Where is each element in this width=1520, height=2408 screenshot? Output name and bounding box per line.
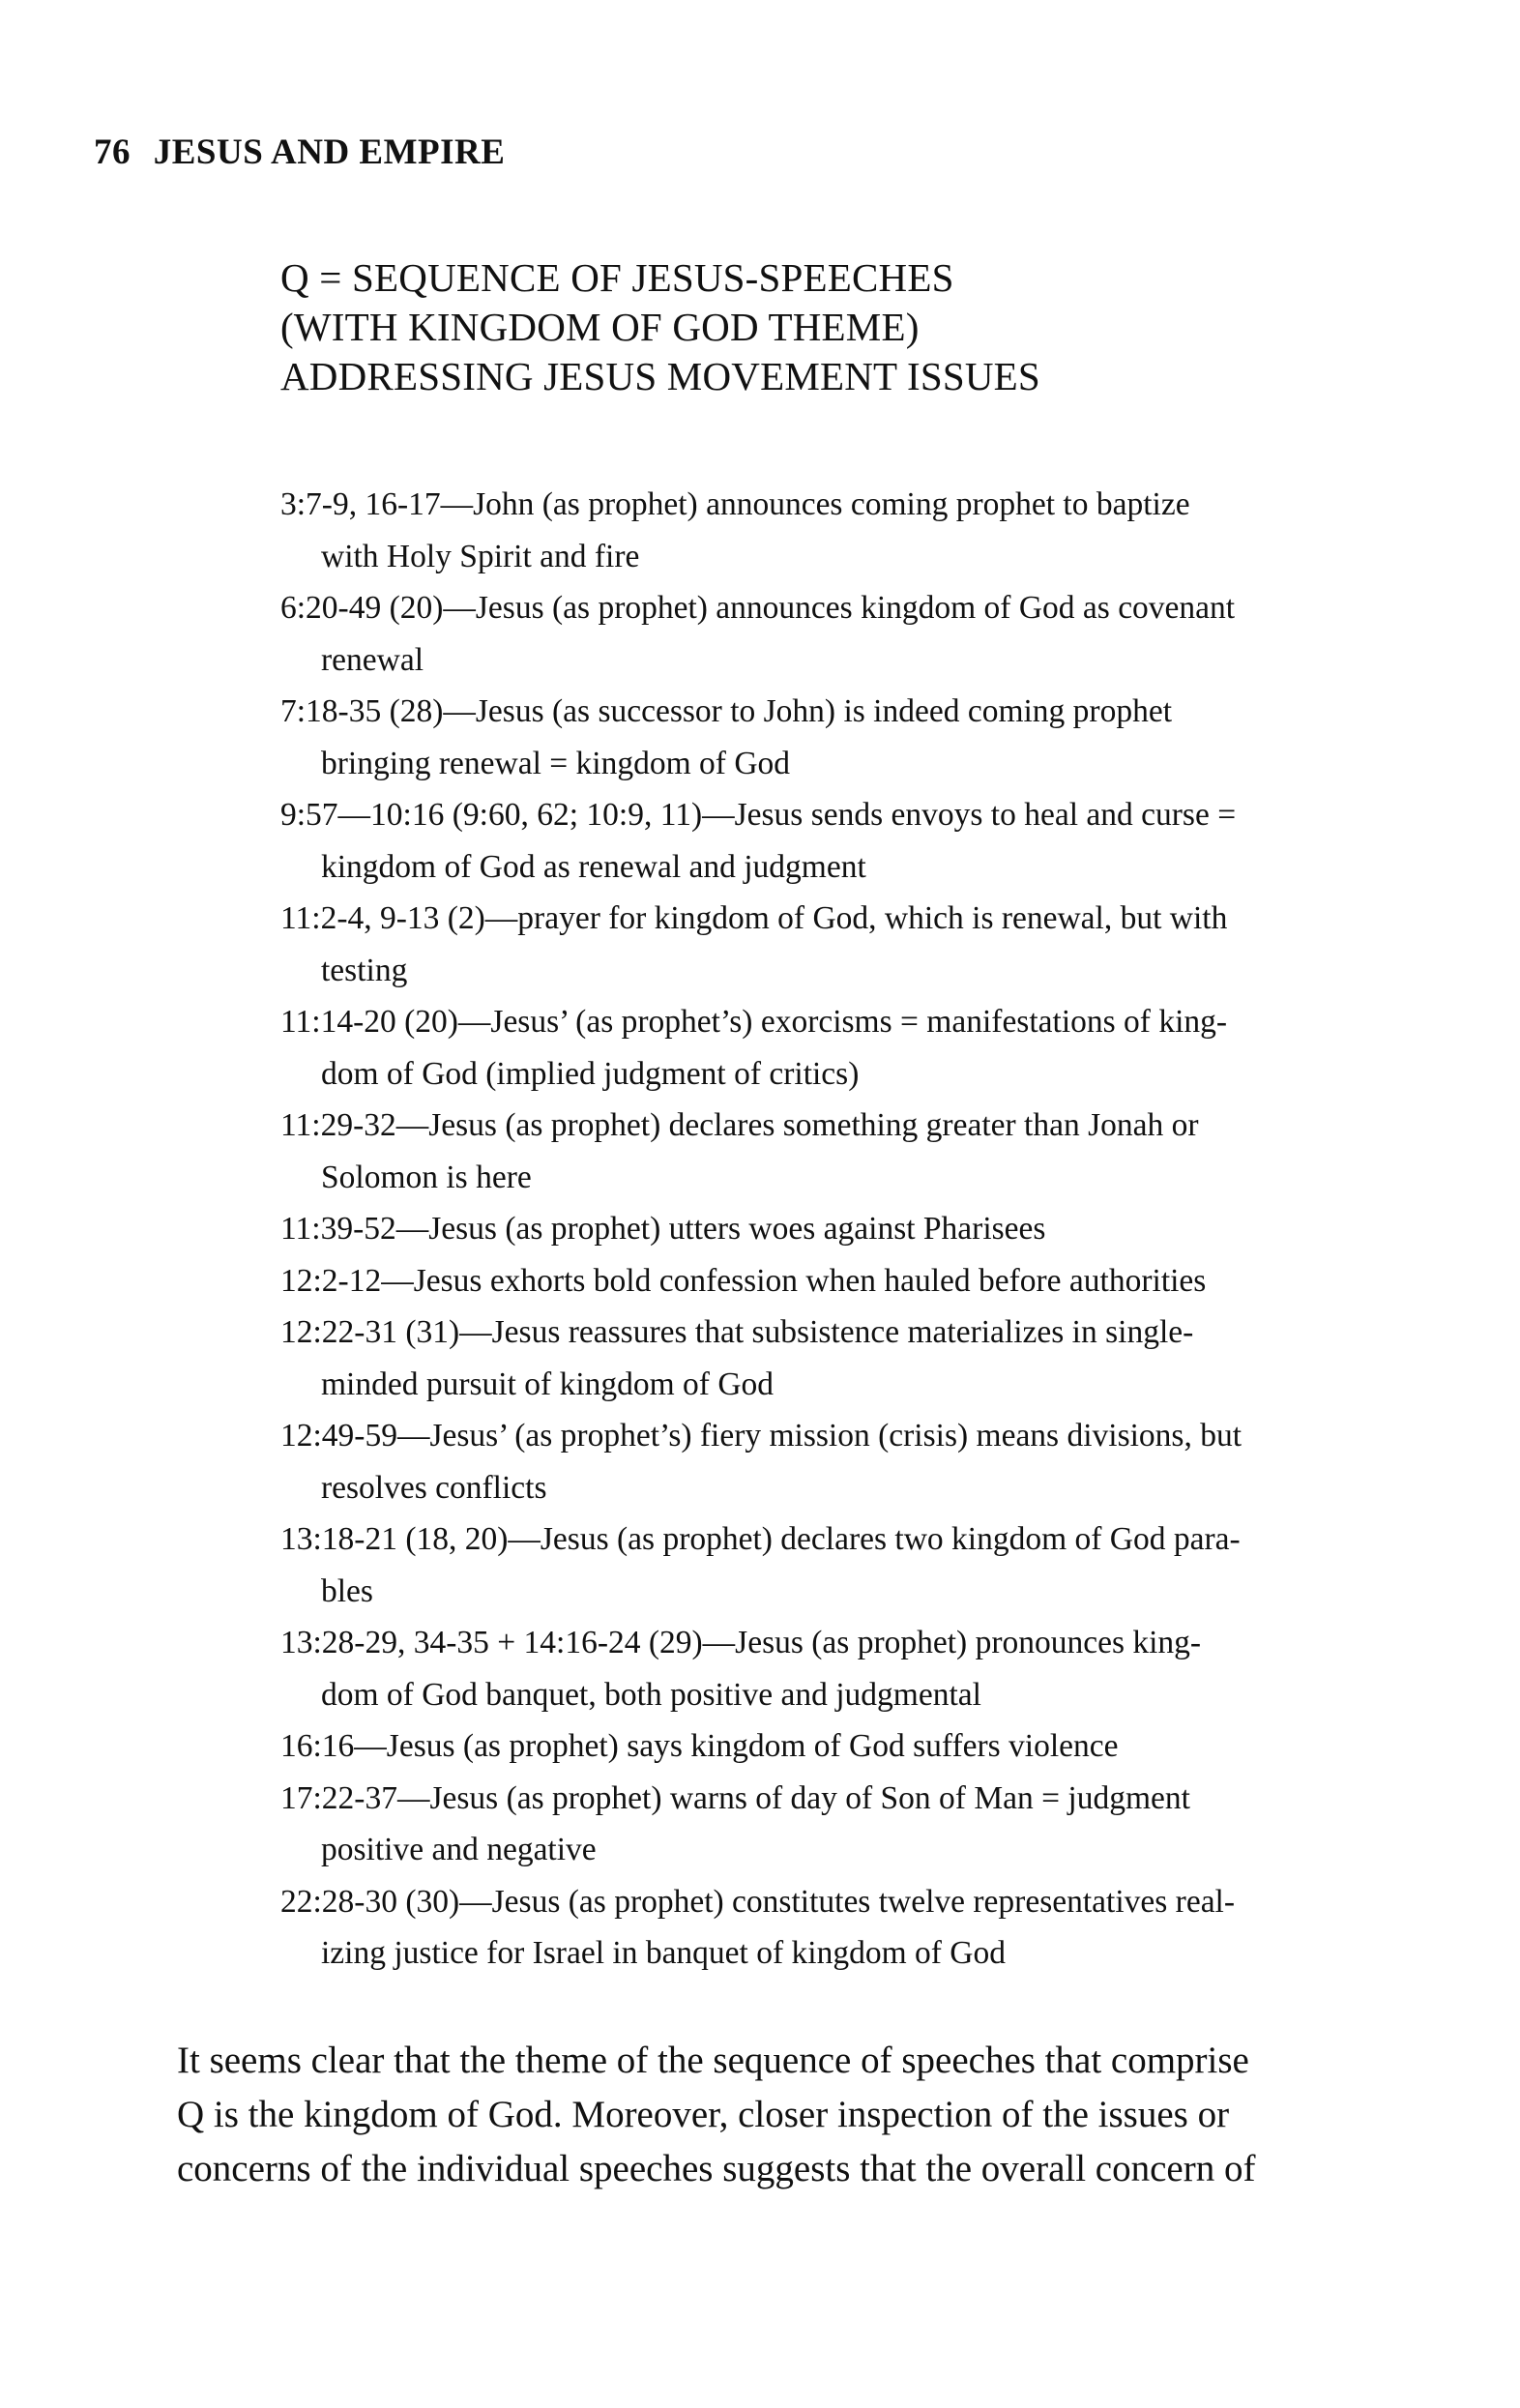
list-item: [280, 1876, 1330, 1980]
entry-line: 13:18-21 (18, 20)—Jesus (as prophet) declares two kingdom of God para-: [280, 1521, 1241, 1557]
list-item: [280, 789, 1330, 893]
speech-list: [280, 479, 1330, 1980]
entry-line: 11:39-52—Jesus (as prophet) utters woes against Pharisees: [280, 1211, 1046, 1247]
entry-line: 11:29-32—Jesus (as prophet) declares something greater than Jonah or: [280, 1107, 1199, 1143]
entry-line: 11:2-4, 9-13 (2)—prayer for kingdom of God, which is renewal, but with: [280, 900, 1228, 936]
list-item: [280, 1203, 1330, 1255]
paragraph-line: It seems clear that the theme of the sequence of speeches that comprise: [177, 2040, 1249, 2081]
entry-continuation: bringing renewal = kingdom of God: [321, 745, 791, 781]
entry-continuation: renewal: [321, 641, 424, 678]
entry-line: 17:22-37—Jesus (as prophet) warns of day of Son of Man = judgment: [280, 1779, 1190, 1816]
entry-continuation: positive and negative: [321, 1832, 597, 1867]
list-item: [280, 1617, 1330, 1720]
paragraph-line: concerns of the individual speeches suggests that the overall concern of: [177, 2148, 1256, 2189]
entry-line: 12:22-31 (31)—Jesus reassures that subsistence materializes in single-: [280, 1314, 1194, 1350]
body-paragraph: [177, 2034, 1347, 2196]
running-head: [94, 132, 505, 173]
list-item: [280, 1513, 1330, 1617]
paragraph-line: Q is the kingdom of God. Moreover, closer inspection of the issues or: [177, 2094, 1230, 2135]
heading-line: (WITH KINGDOM OF GOD THEME): [280, 305, 920, 349]
entry-line: 12:49-59—Jesus’ (as prophet’s) fiery mission (crisis) means divisions, but: [280, 1418, 1242, 1454]
entry-continuation: dom of God banquet, both positive and judgmental: [321, 1676, 981, 1713]
list-item: [280, 996, 1330, 1100]
list-item: [280, 479, 1330, 582]
entry-line: 6:20-49 (20)—Jesus (as prophet) announces kingdom of God as covenant: [280, 590, 1236, 626]
entry-line: 13:28-29, 34-35 + 14:16-24 (29)—Jesus (as prophet) pronounces king-: [280, 1625, 1202, 1660]
entry-continuation: minded pursuit of kingdom of God: [321, 1366, 775, 1402]
book-title: JESUS AND EMPIRE: [153, 132, 506, 172]
entry-continuation: dom of God (implied judgment of critics): [321, 1055, 860, 1092]
entry-continuation: testing: [321, 952, 408, 988]
entry-continuation: izing justice for Israel in banquet of kingdom of God: [321, 1935, 1006, 1971]
entry-line: 7:18-35 (28)—Jesus (as successor to John) is indeed coming prophet: [280, 693, 1173, 729]
entry-line: 3:7-9, 16-17—John (as prophet) announces coming prophet to baptize: [280, 486, 1190, 522]
entry-line: 12:2-12—Jesus exhorts bold confession when hauled before authorities: [280, 1262, 1207, 1299]
list-item: [280, 1255, 1330, 1307]
list-item: [280, 1720, 1330, 1773]
list-item: [280, 582, 1330, 686]
entry-continuation: Solomon is here: [321, 1159, 532, 1195]
entry-line: 16:16—Jesus (as prophet) says kingdom of God suffers violence: [280, 1728, 1119, 1764]
list-item: [280, 893, 1330, 996]
list-item: [280, 1100, 1330, 1203]
entry-line: 9:57—10:16 (9:60, 62; 10:9, 11)—Jesus sends envoys to heal and curse =: [280, 797, 1237, 833]
heading-line: Q = SEQUENCE OF JESUS-SPEECHES: [280, 255, 954, 300]
entry-line: 11:14-20 (20)—Jesus’ (as prophet’s) exorcisms = manifestations of king-: [280, 1004, 1228, 1040]
section-heading: [280, 253, 1421, 401]
page-number: 76: [94, 132, 131, 172]
list-item: [280, 1773, 1330, 1876]
list-item: [280, 1410, 1330, 1513]
entry-continuation: kingdom of God as renewal and judgment: [321, 848, 866, 885]
entry-continuation: bles: [321, 1572, 373, 1609]
entry-line: 22:28-30 (30)—Jesus (as prophet) constitutes twelve representatives real-: [280, 1883, 1236, 1920]
list-item: [280, 1307, 1330, 1410]
entry-continuation: resolves conflicts: [321, 1469, 547, 1506]
entry-continuation: with Holy Spirit and fire: [321, 538, 640, 574]
heading-line: ADDRESSING JESUS MOVEMENT ISSUES: [280, 354, 1040, 398]
list-item: [280, 686, 1330, 789]
